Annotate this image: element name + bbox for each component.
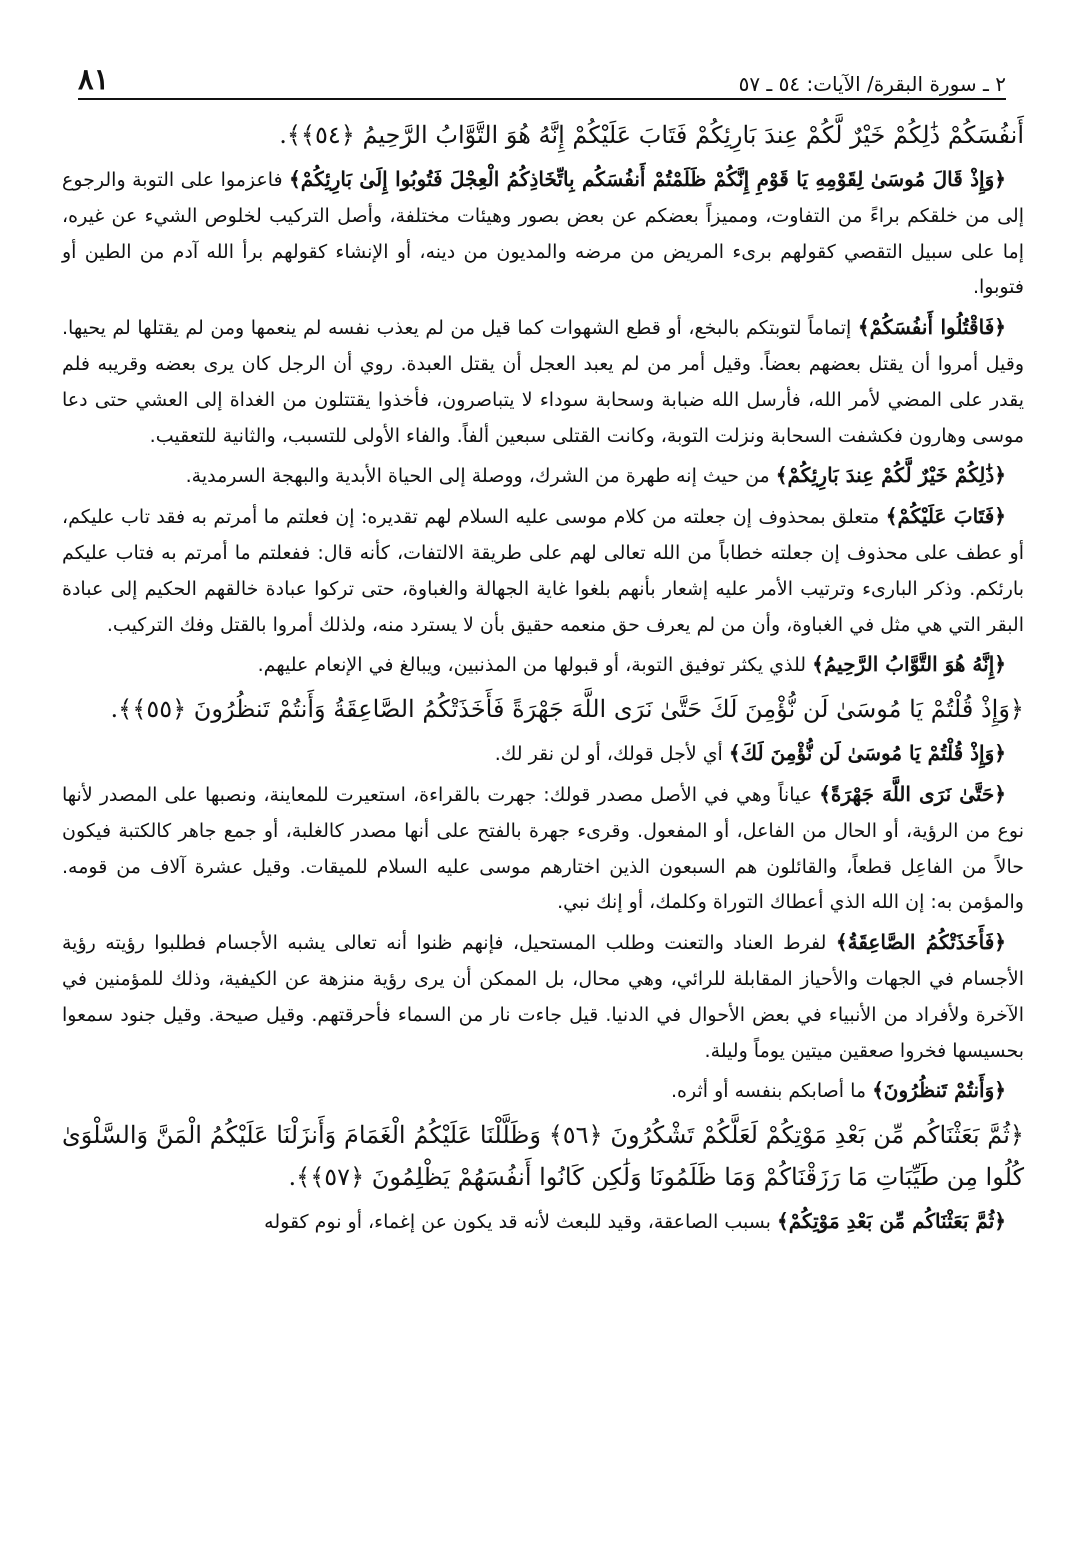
commentary-paragraph bbox=[62, 458, 1024, 495]
header-rule bbox=[78, 98, 1006, 100]
commentary-text: فاعزموا على التوبة والرجوع إلى من خلقكم براءً من التفاوت، ومميزاً بعضكم عن بعض بصور وهيئات مختلفة، وأصل التركيب لخلوص الشيء عن غيره، إما على سبيل التقصي كقولهم برىء المريض من مرضه والمديون من دينه، أو الإنشاء كقولهم برأ الله آدم من الطين أو فتوبوا. bbox=[62, 169, 1024, 299]
commentary-paragraph bbox=[62, 647, 1024, 684]
commentary-paragraph bbox=[62, 162, 1024, 306]
commentary-text: لفرط العناد والتعنت وطلب المستحيل، فإنهم ظنوا أنه تعالى يشبه الأجسام فطلبوا رؤيته رؤية الأجسام في الجهات والأحياز المقابلة للرائي، وهي محال، بل الممكن أن يرى رؤية منزهة عن الكيفية، وذلك للمؤمنين في الآخرة ولأفراد من الأنبياء في بعض الأحوال في الدنيا. قيل جاءت نار من السماء فأحرقتهم. وقيل صيحة. وقيل جنود سمعوا بحسيسها فخروا صعقين ميتين يوماً وليلة. bbox=[62, 932, 1024, 1062]
quoted-lemma: ﴿فَتَابَ عَلَيْكُمْ﴾ bbox=[885, 504, 1006, 529]
quoted-lemma: ﴿ثُمَّ بَعَثْنَاكُم مِّن بَعْدِ مَوْتِكُمْ﴾ bbox=[777, 1209, 1006, 1234]
quoted-lemma: ﴿إِنَّهُ هُوَ التَّوَّابُ الرَّحِيمُ﴾ bbox=[812, 652, 1006, 677]
commentary-text: عياناً وهي في الأصل مصدر قولك: جهرت بالقراءة، استعيرت للمعاينة، ونصبها على المصدر لأنها نوع من الرؤية، أو الحال من الفاعل، أو المفعول. وقرىء جهرة بالفتح على أنها مصدر كالغلبة، أو جمع جاهر كالكتبة فيكون حالاً من الفاعِل قطعاً، والقائلون هم السبعون الذين اختارهم موسى عليه السلام للميقات. وقيل عشرة آلاف من قومه. والمؤمن به: إن الله الذي أعطاك التوراة وكلمك، أو إنك نبي. bbox=[62, 783, 1024, 914]
quoted-lemma: ﴿ذَٰلِكُمْ خَيْرٌ لَّكُمْ عِندَ بَارِئِكُمْ﴾ bbox=[775, 463, 1006, 488]
commentary-paragraph bbox=[62, 777, 1024, 921]
verse-text: ﴿وَإِذْ قُلْتُمْ يَا مُوسَىٰ لَن نُّؤْمِنَ لَكَ حَتَّىٰ نَرَى اللَّهَ جَهْرَةً فَأَخَذَتْكُمُ الصَّاعِقَةُ وَأَنتُمْ تَنظُرُونَ ﴿٥٥﴾﴾. bbox=[110, 695, 1024, 724]
quran-verse bbox=[62, 1114, 1024, 1198]
commentary-paragraph bbox=[62, 499, 1024, 643]
commentary-text: للذي يكثر توفيق التوبة، أو قبولها من المذنبين، ويبالغ في الإنعام عليهم. bbox=[257, 654, 813, 677]
commentary-text: إتماماً لتوبتكم بالبخع، أو قطع الشهوات كما قيل من لم يعذب نفسه لم ينعمها ومن لم يقتلها لم يحيها. وقيل أمروا أن يقتل بعضهم بعضاً. وقيل أمر من لم يعبد العجل أن يقتل العبدة. روي أن الرجل كان يرى بعضه وقريبه فلم يقدر على المضي لأمر الله، فأرسل الله ضبابة وسحابة سوداء لا يتباصرون، فأخذوا يقتتلون من الغداة إلى العشي حتى دعا موسى وهارون فكشفت السحابة ونزلت التوبة، وكانت القتلى سبعين ألفاً. والفاء الأولى للتسبب، والثانية للتعقيب. bbox=[62, 317, 1024, 447]
commentary-paragraph bbox=[62, 310, 1024, 454]
verse-text: ﴿ثُمَّ بَعَثْنَاكُم مِّن بَعْدِ مَوْتِكُمْ لَعَلَّكُمْ تَشْكُرُونَ ﴿٥٦﴾ وَظَلَّلْنَا عَلَيْكُمُ الْغَمَامَ وَأَنزَلْنَا عَلَيْكُمُ الْمَنَّ وَالسَّلْوَىٰ كُلُوا مِن طَيِّبَاتِ مَا رَزَقْنَاكُمْ وَمَا ظَلَمُونَا وَلَٰكِن كَانُوا أَنفُسَهُمْ يَظْلِمُونَ ﴿٥٧﴾﴾. bbox=[62, 1121, 1024, 1192]
quran-verse bbox=[62, 114, 1024, 156]
quoted-lemma: ﴿فَاقْتُلُوا أَنفُسَكُمْ﴾ bbox=[857, 315, 1006, 340]
commentary-text: ما أصابكم بنفسه أو أثره. bbox=[671, 1080, 873, 1103]
page-number: ٨١ bbox=[78, 62, 110, 96]
quoted-lemma: ﴿وَإِذْ قَالَ مُوسَىٰ لِقَوْمِهِ يَا قَوْمِ إِنَّكُمْ ظَلَمْتُمْ أَنفُسَكُم بِاتِّخَاذِكُمُ الْعِجْلَ فَتُوبُوا إِلَىٰ بَارِئِكُمْ﴾ bbox=[289, 167, 1006, 191]
page-body bbox=[62, 110, 1024, 1241]
quoted-lemma: ﴿حَتَّىٰ نَرَى اللَّهَ جَهْرَةً﴾ bbox=[819, 781, 1006, 806]
quoted-lemma: ﴿وَأَنتُمْ تَنظُرُونَ﴾ bbox=[872, 1078, 1006, 1103]
commentary-paragraph bbox=[62, 1073, 1024, 1110]
commentary-text: بسبب الصاعقة، وقيد للبعث لأنه قد يكون عن إغماء، أو نوم كقوله bbox=[264, 1211, 777, 1234]
commentary-paragraph bbox=[62, 925, 1024, 1069]
verse-text: أَنفُسَكُمْ ذَٰلِكُمْ خَيْرٌ لَّكُمْ عِندَ بَارِئِكُمْ فَتَابَ عَلَيْكُمْ إِنَّهُ هُوَ التَّوَّابُ الرَّحِيمُ ﴿٥٤﴾﴾. bbox=[279, 121, 1024, 149]
commentary-text: أي لأجل قولك، أو لن نقر لك. bbox=[494, 743, 729, 766]
running-title: ٢ ـ سورة البقرة/ الآيات: ٥٤ ـ ٥٧ bbox=[738, 72, 1006, 96]
commentary-text: متعلق بمحذوف إن جعلته من كلام موسى عليه السلام لهم تقديره: إن فعلتم ما أمرتم به فقد تاب عليكم، أو عطف على محذوف إن جعلته خطاباً من الله تعالى لهم على طريقة الالتفات، كأنه قال: ففعلتم ما أمرتم به فتاب عليكم بارئكم. وذكر البارىء وترتيب الأمر عليه إشعار بأنهم بلغوا غاية الجهالة والغباوة، حتى تركوا عبادة خالقهم الحكيم إلى عبادة البقر التي هي مثل في الغباوة، وأن من لم يعرف حق منعمه حقيق بأن لا يسترد منه، ولذلك أمروا بالقتل وفك التركيب. bbox=[62, 506, 1024, 636]
page-header bbox=[78, 56, 1006, 96]
commentary-text: من حيث إنه طهرة من الشرك، ووصلة إلى الحياة الأبدية والبهجة السرمدية. bbox=[185, 465, 776, 488]
quoted-lemma: ﴿فَأَخَذَتْكُمُ الصَّاعِقَةُ﴾ bbox=[835, 930, 1006, 955]
quoted-lemma: ﴿وَإِذْ قُلْتُمْ يَا مُوسَىٰ لَن نُّؤْمِنَ لَكَ﴾ bbox=[728, 741, 1006, 766]
quran-verse bbox=[62, 688, 1024, 730]
commentary-paragraph bbox=[62, 1204, 1024, 1241]
commentary-paragraph bbox=[62, 736, 1024, 773]
